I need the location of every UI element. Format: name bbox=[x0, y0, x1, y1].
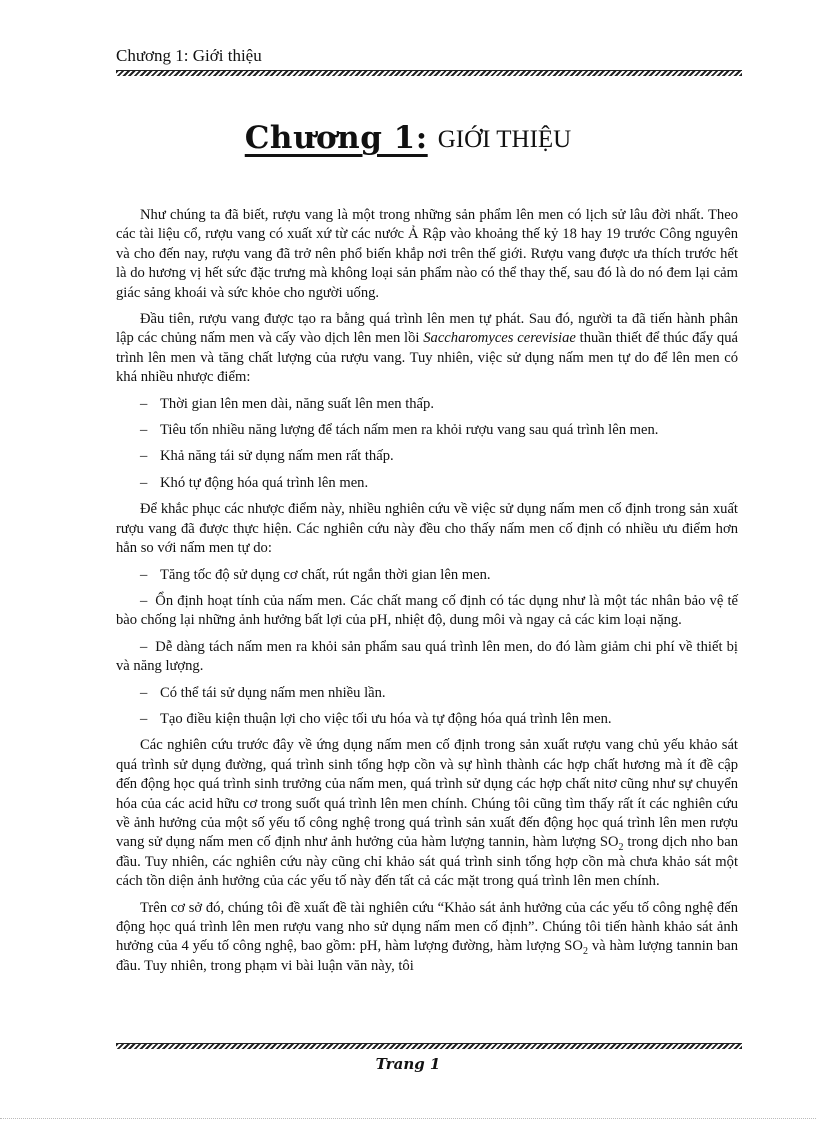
list-item bbox=[116, 684, 738, 703]
so2-subscript: 2 bbox=[618, 842, 624, 854]
chapter-label: Chương 1: bbox=[244, 120, 428, 156]
paragraph-fermentation-start: Đầu tiên, rượu vang được tạo ra bằng quá trình lên men tự phát. Sau đó, người ta đã tiến hành phân lập các chủng nấm men và cấy vào dịch lên men lồi bbox=[116, 311, 738, 347]
chapter-name: GIỚI THIỆU bbox=[437, 126, 572, 153]
dash-bullet: – bbox=[140, 566, 148, 583]
list-item bbox=[116, 421, 738, 440]
chapter-heading bbox=[0, 120, 816, 156]
list-item-text: Khả năng tái sử dụng nấm men rất thấp. bbox=[160, 448, 394, 465]
list-item bbox=[116, 638, 738, 677]
dash-bullet: – bbox=[140, 592, 148, 609]
list-item bbox=[116, 474, 738, 493]
list-item-text: Tiêu tốn nhiều năng lượng để tách nấm men ra khỏi rượu vang sau quá trình lên men. bbox=[160, 422, 659, 439]
list-item-text: Thời gian lên men dài, năng suất lên men thấp. bbox=[160, 395, 434, 412]
paragraph-fermentation-end: thuần thiết để thúc đẩy quá trình lên men và tăng chất lượng của rượu vang. Tuy nhiên, việc sử dụng nấm men tự do để lên men có khá nhiều nhược điểm: bbox=[116, 330, 739, 386]
so2-subscript: 2 bbox=[582, 946, 588, 958]
paragraph-prior-research bbox=[116, 736, 738, 891]
list-item bbox=[116, 710, 738, 729]
paragraph-proposal-end: và hàm lượng tannin ban đầu. Tuy nhiên, trong phạm vi bài luận văn này, tôi bbox=[116, 938, 738, 974]
list-item-text: Tăng tốc độ sử dụng cơ chất, rút ngắn thời gian lên men. bbox=[160, 566, 491, 583]
list-item-text: Khó tự động hóa quá trình lên men. bbox=[160, 474, 369, 491]
paragraph-proposal bbox=[116, 899, 738, 977]
header-divider bbox=[116, 70, 742, 76]
page-edge bbox=[0, 1118, 816, 1119]
paragraph-immobilized: Để khắc phục các nhược điểm này, nhiều nghiên cứu về việc sử dụng nấm men cố định trong sản xuất rượu vang đã được thực hiện. Các nghiên cứu này đều cho thấy nấm men cố định có nhiều ưu điểm hơn hẳn so với nấm men tự do: bbox=[116, 501, 738, 557]
dash-bullet: – bbox=[140, 422, 148, 439]
dash-bullet: – bbox=[140, 638, 148, 655]
paragraph-prior-research-end: trong dịch nho ban đầu. Tuy nhiên, các nghiên cứu này cũng chỉ khảo sát quá trình sinh tổng hợp cồn mà chưa khảo sát một cách tồn diện ảnh hưởng của các yếu tố này đến tất cả các mặt trong quá trình lên men chính. bbox=[116, 834, 738, 890]
dash-bullet: – bbox=[140, 710, 148, 727]
list-item-text: Có thể tái sử dụng nấm men nhiều lần. bbox=[160, 684, 386, 701]
list-item-text: Dễ dàng tách nấm men ra khỏi sản phẩm sau quá trình lên men, do đó làm giảm chi phí về thiết bị và năng lượng. bbox=[116, 638, 738, 675]
dash-bullet: – bbox=[140, 684, 148, 701]
list-item-text: Ổn định hoạt tính của nấm men. Các chất mang cố định có tác dụng như là một tác nhân bảo vệ tế bào chống lại những ảnh hưởng bất lợi của pH, nhiệt độ, dung môi và ngay cả các kim loại nặng. bbox=[116, 592, 738, 629]
running-header: Chương 1: Giới thiệu bbox=[116, 46, 262, 65]
list-item bbox=[116, 395, 738, 414]
dash-bullet: – bbox=[140, 448, 148, 465]
list-item-text: Tạo điều kiện thuận lợi cho việc tối ưu hóa và tự động hóa quá trình lên men. bbox=[160, 710, 612, 727]
list-item bbox=[116, 592, 738, 631]
paragraph-prior-research-start: Các nghiên cứu trước đây về ứng dụng nấm men cố định trong sản xuất rượu vang chủ yếu khảo sát quá trình sử dụng đường, quá trình sinh tổng hợp cồn và sự hình thành các hợp chất hương mà ít đề cập đến động học quá trình sinh trưởng của nấm men, quá trình sử dụng các hợp chất nitơ cũng như sự chuyển hóa của các acid hữu cơ trong suốt quá trình lên men chính. Chúng tôi cũng tìm thấy rất ít các nghiên cứu về ảnh hưởng của một số yếu tố công nghệ trong quá trình sản xuất đến động học quá trình lên men rượu vang sử dụng nấm men cố định như ảnh hưởng của hàm lượng tannin, hàm lượng SO bbox=[116, 737, 738, 851]
dash-bullet: – bbox=[140, 474, 148, 491]
page-number: Trang 1 bbox=[375, 1055, 441, 1073]
paragraph-proposal-start: Trên cơ sở đó, chúng tôi đề xuất đề tài nghiên cứu “Khảo sát ảnh hưởng của các yếu tố công nghệ đến động học quá trình lên men rượu vang nho sử dụng nấm men cố định”. Chúng tôi tiến hành khảo sát ảnh hưởng của 4 yếu tố công nghệ, bao gồm: pH, hàm lượng đường, hàm lượng SO bbox=[116, 899, 738, 955]
footer-divider bbox=[116, 1043, 742, 1049]
list-item bbox=[116, 447, 738, 466]
body-text bbox=[116, 206, 738, 983]
list-item bbox=[116, 566, 738, 585]
dash-bullet: – bbox=[140, 395, 148, 412]
paragraph-intro: Như chúng ta đã biết, rượu vang là một trong những sản phẩm lên men có lịch sử lâu đời nhất. Theo các tài liệu cổ, rượu vang có xuất xứ từ các nước Ả Rập vào khoảng thế kỷ 18 hay 19 trước Công nguyên và cho đến nay, rượu vang đã trở nên phổ biến khắp nơi trên thế giới. Rượu vang được ưa thích trước hết là do hương vị hết sức đặc trưng mà không loại sản phẩm nào có thể thay thế, sau đó là do nó đem lại cảm giác sảng khoái và sức khỏe cho người uống. bbox=[116, 207, 738, 301]
paragraph-fermentation bbox=[116, 310, 738, 388]
species-name: Saccharomyces cerevisiae bbox=[423, 330, 576, 347]
